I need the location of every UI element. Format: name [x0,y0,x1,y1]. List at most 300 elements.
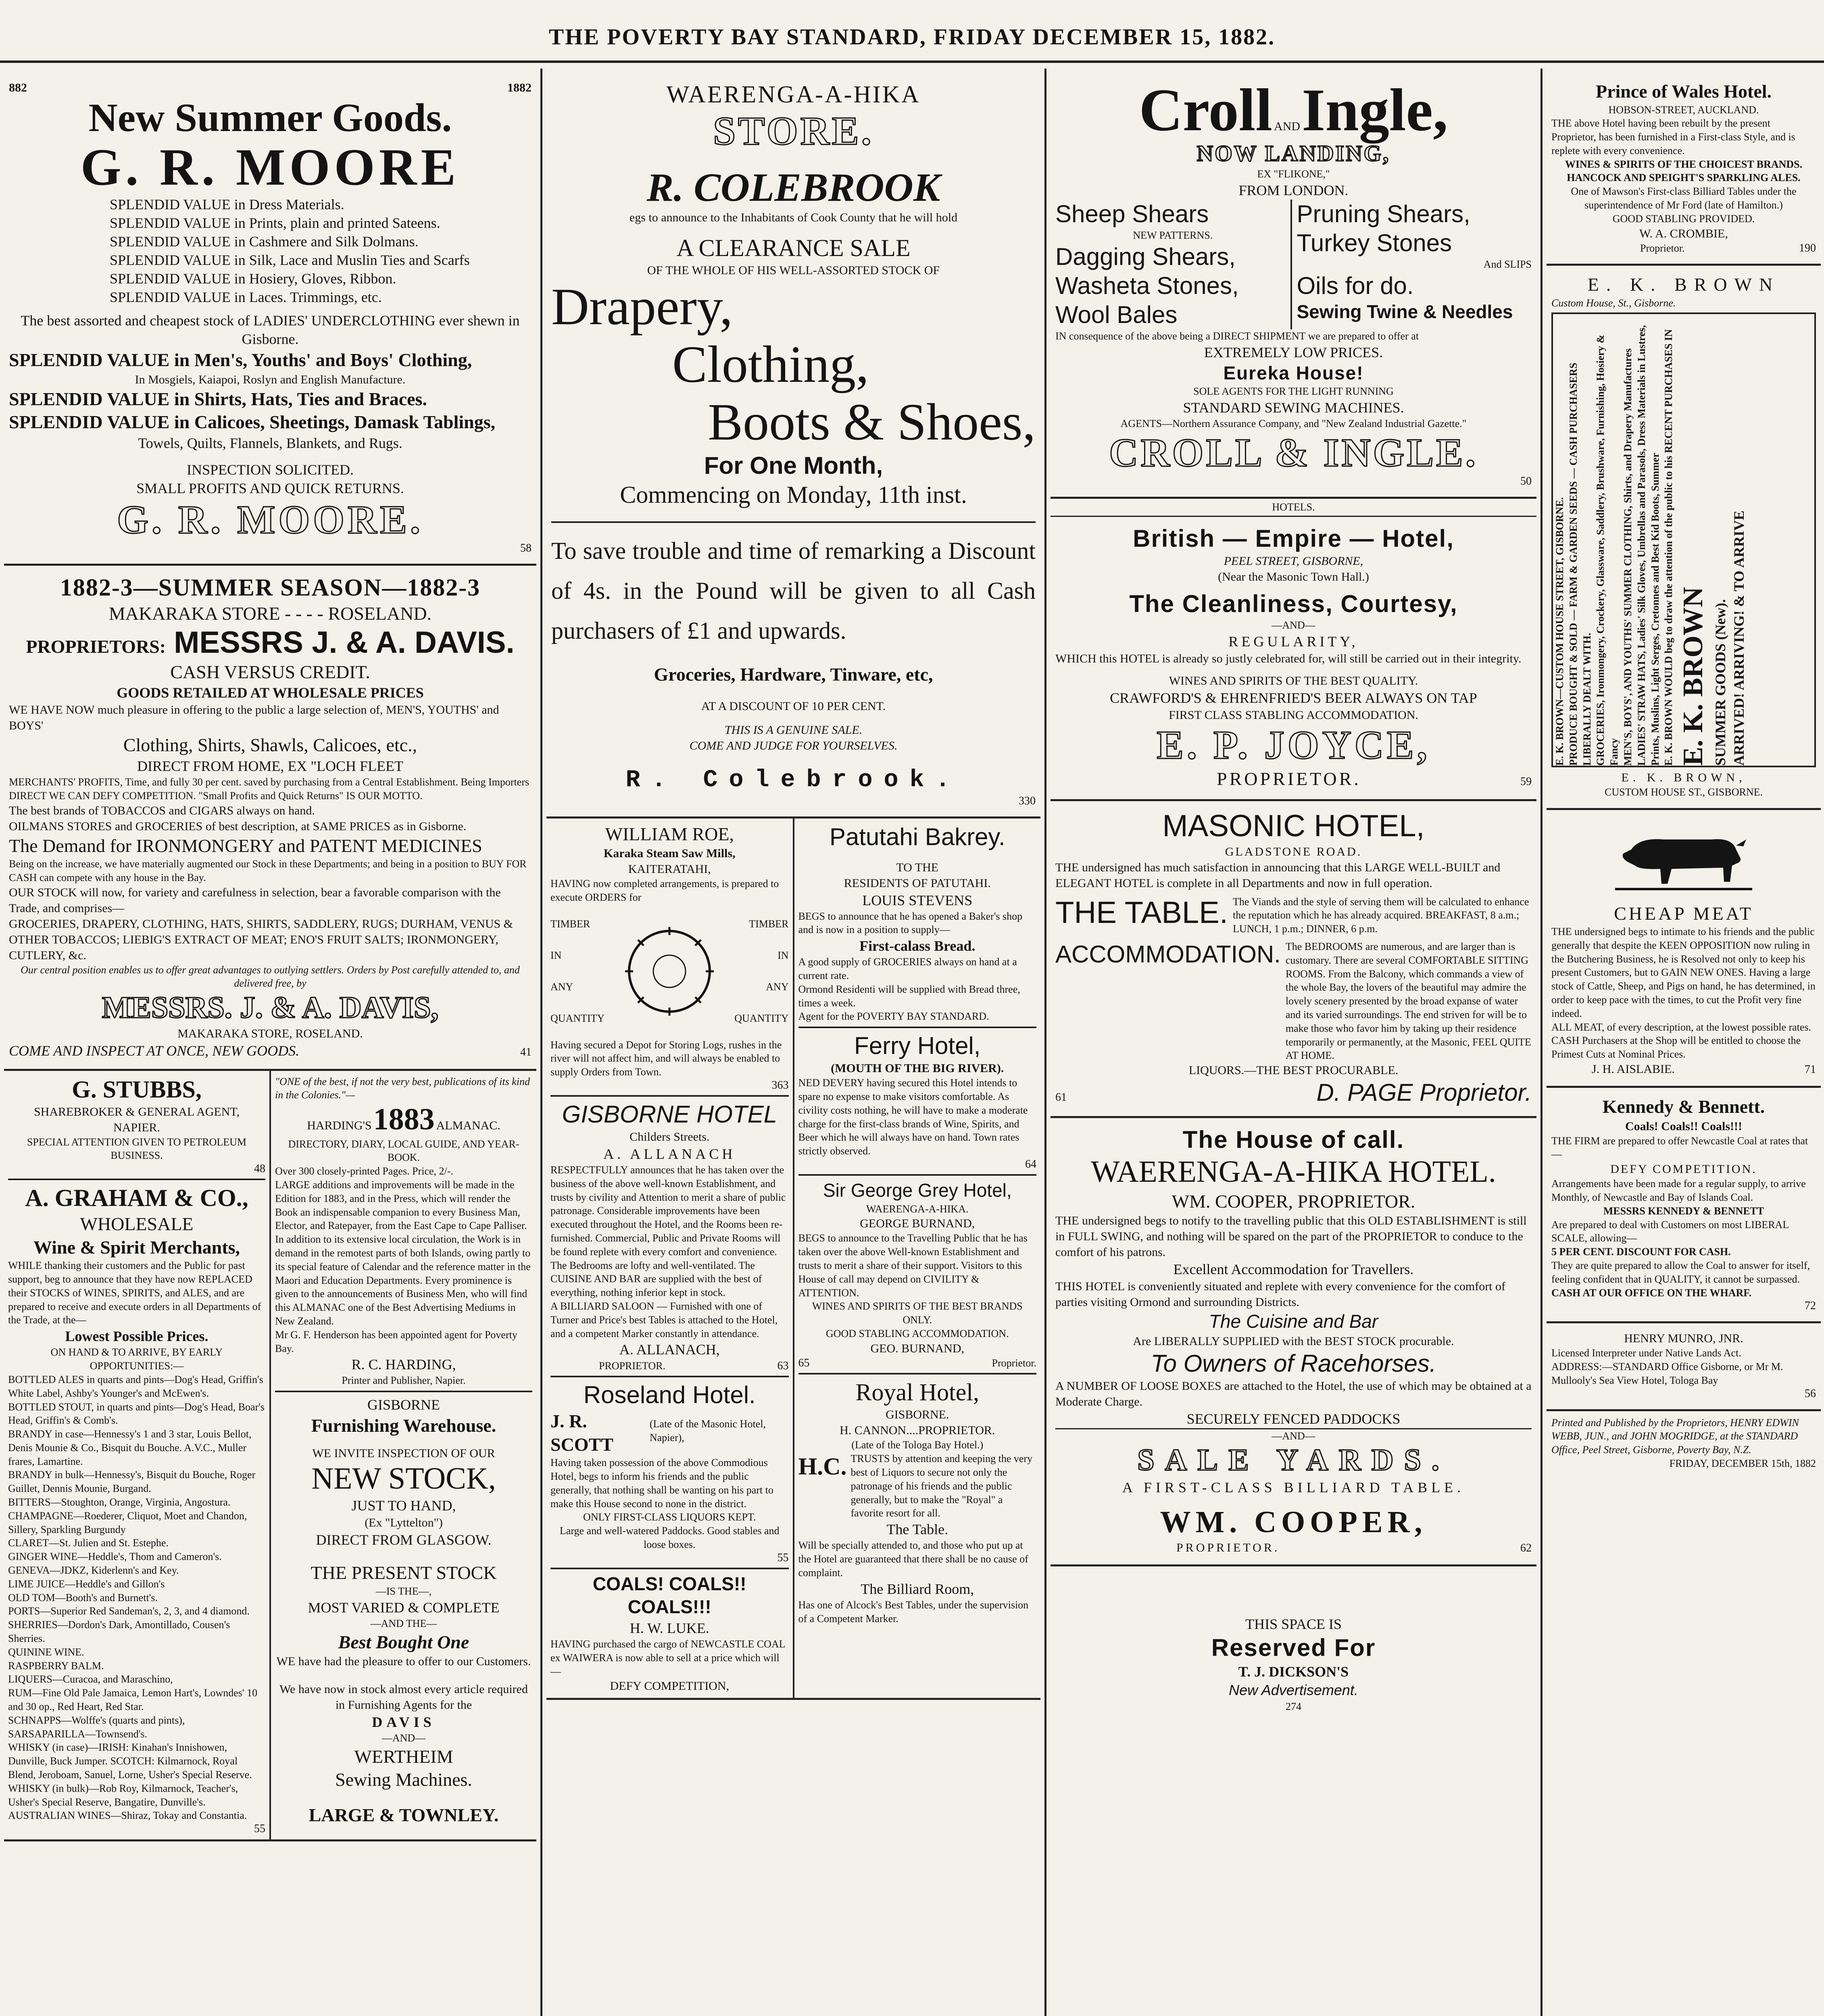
masonic-ad [1051,801,1536,1118]
harding-agent: Mr G. F. Henderson has been appointed agent for Poverty Bay. [275,1329,517,1354]
year-right: 1882 [507,81,532,94]
masonic-road: GLADSTONE ROAD. [1225,845,1362,858]
furnishing-large: LARGE & TOWNLEY. [309,1804,499,1825]
colebrook-come: COME AND JUDGE FOR YOURSELVES. [689,739,898,752]
waerenga-sig: WM. COOPER, [1160,1505,1427,1539]
brown-vert-line: PRODUCE BOUGHT & SOLD — FARM & GARDEN SEEDS — CASH PURCHASERS LIBERALLY DEALT WITH. [1567,362,1593,766]
british-near: (Near the Masonic Town Hall.) [1218,570,1369,583]
harding-body: LARGE additions and improvements will be made in the Edition for 1883, and in the Press, which will render the Book an indispensable companion to every Business Man, Elector, and Ratepayer, from the East Cape to Cape Palliser. In addition to its extensive local circulation, the Work is in demand in the remotest parts of both Islands, owing partly to its special feature of Calendar and the reference matter in the Maori and Education Departments. Every prominence is given to the announcements of Business Men, who will find this ALMANAC one of the Best Advertising Mediums in New Zealand. [275,1179,531,1327]
croll-title-a: Croll [1139,77,1272,144]
croll-eureka: Eureka House! [1223,362,1364,383]
masonic-body: THE undersigned has much satisfaction in announcing that this LARGE WELL-BUILT and ELEGANT HOTEL is complete in all Departments and now in full operation. [1055,860,1501,890]
moore-line: SPLENDID VALUE in Prints, plain and printed Sateens. [110,215,440,231]
moore-underclothing: The best assorted and cheapest stock of LADIES' UNDERCLOTHING ever shewn in Gisborne. [21,312,520,348]
davis-demand: The Demand for IRONMONGERY and PATENT MEDICINES [9,835,482,856]
ferry-body: NED DEVERY having secured this Hotel intends to spare no expense to make visitors comfortable. As civility costs nothing, he will have to make a moderate charge for the first-class brands of Wine, Spirits, and Beer which he will always have on hand. Town rates strictly observed. [798,1077,1028,1157]
prince-prop: Proprietor. [1640,242,1685,254]
croll-machines: STANDARD SEWING MACHINES. [1183,400,1404,416]
furnishing-now: We have now in stock almost every article required in Furnishing Agents for the [279,1683,528,1712]
kennedy-discount: 5 PER CENT. DISCOUNT FOR CASH. [1551,1246,1731,1258]
croll-footer: CROLL & INGLE. [1109,430,1478,475]
furnishing-just: JUST TO HAND, [351,1497,456,1514]
bakrey-body: BEGS to announce that he has opened a Baker's shop and is now in a position to supply— [798,910,1023,936]
masonic-liquors: LIQUORS.—THE BEST PROCURABLE. [1188,1064,1399,1077]
grey-wines: WINES AND SPIRITS OF THE BEST BRANDS ONLY. [812,1300,1023,1326]
roe-timber-left: TIMBER [550,918,590,930]
kennedy-body-4: They are quite prepared to allow the Coal to answer for itself, feeling confident that in QUALITY, it cannot be surpassed. [1551,1259,1810,1285]
moore-name: G. R. MOORE [80,138,460,196]
roseland-liquors: ONLY FIRST-CLASS LIQUORS KEPT. [583,1511,756,1523]
kennedy-ad [1547,1088,1821,1323]
top-rule [0,60,1824,63]
luke-coals: COALS! COALS!! COALS!!! [592,1573,746,1618]
waerenga-call: The House of call. [1182,1126,1405,1154]
graham-item: SARSAPARILLA—Townsend's. [8,1728,148,1740]
waerenga-supplied: Are LIBERALLY SUPPLIED with the BEST STOCK procurable. [1133,1334,1454,1348]
masonic-accommodation: ACCOMMODATION. [1055,940,1281,968]
royal-name: H. CANNON....PROPRIETOR. [840,1424,995,1437]
graham-item: QUININE WINE. [8,1646,84,1658]
gisborne-hotel-saloon: A BILLIARD SALOON — Furnished with one of Turner and Price's best Tables is attached to the Hotel, and a competent Marker constantly in attendance. [550,1300,778,1339]
reserved-line-1: THIS SPACE IS [1245,1616,1342,1633]
waerenga-cuisine: The Cuisine and Bar [1209,1311,1378,1332]
gisborne-hotel-sig: A. ALLANACH, [619,1341,720,1358]
croll-agents: AGENTS—Northern Assurance Company, and "New Zealand Industrial Gazette." [1120,418,1467,430]
british-body: WHICH this HOTEL is already so justly celebrated for, will still be carried out in their integrity. [1055,652,1522,665]
davis-body: The best brands of TOBACCOS and CIGARS always on hand. [9,804,315,817]
graham-arrive: ON HAND & TO ARRIVE, BY EARLY OPPORTUNITIES:— [50,1346,223,1372]
royal-billiard-body: Has one of Alcock's Best Tables, under the supervision of a Competent Marker. [798,1599,1029,1624]
harding-sub: DIRECTORY, DIARY, LOCAL GUIDE, AND YEAR-BOOK. [288,1138,519,1164]
brown-vert-line: SUMMER GOODS (New). [1712,599,1728,766]
furnishing-and: —AND— [381,1732,426,1744]
bakrey-agent: Agent for the POVERTY BAY STANDARD. [798,1010,989,1023]
meat-title: CHEAP MEAT [1614,903,1753,924]
waerenga-sale: SALE YARDS. [1137,1443,1450,1477]
roseland-name: J. R. SCOTT [550,1411,613,1455]
meat-body-2: ALL MEAT, of every description, at the lowest possible rates. [1551,1021,1811,1033]
croll-right-item: Turkey Stones [1297,229,1452,257]
col1-left-sub [4,1071,271,1840]
royal-ad [798,1373,1037,1625]
reserved-line-3: T. J. DICKSON'S [1238,1664,1349,1680]
graham-item: LIME JUICE—Heddle's and Gillon's [8,1578,165,1590]
bakrey-body-2: A good supply of GROCERIES always on hand at a current rate. [798,956,1017,982]
kennedy-cash: CASH AT OUR OFFICE ON THE WHARF. [1551,1287,1752,1299]
croll-right-item: Oils for do. [1297,272,1414,299]
column-4 [1547,73,1821,2016]
kennedy-coals: Coals! Coals!! Coals!!! [1625,1119,1742,1133]
brown-vert-name: E. K. BROWN [1678,587,1709,766]
ferry-ad [798,1027,1037,1171]
reserved-line-2: Reserved For [1211,1634,1376,1662]
ad-number: 65 [798,1356,810,1369]
ad-number: 274 [1286,1700,1301,1712]
gisborne-hotel-title: GISBORNE HOTEL [562,1100,777,1128]
harding-title-post: ALMANAC. [436,1119,500,1133]
croll-landing: NOW LANDING, [1197,141,1390,166]
waerenga-prop: PROPRIETOR. [1176,1541,1280,1555]
ad-number: 58 [520,541,532,554]
furnishing-wertheim: WERTHEIM [354,1746,453,1767]
imprint-date: FRIDAY, DECEMBER 15th, 1882 [1669,1458,1816,1470]
grey-name: GEORGE BURNAND, [860,1217,975,1231]
colebrook-drapery: Drapery, [551,278,733,336]
ad-number: 41 [520,1045,532,1058]
waerenga-boxes: A NUMBER OF LOOSE BOXES are attached to the Hotel, the use of which may be obtained at a Moderate Charge. [1055,1379,1532,1408]
colebrook-store-1: WAERENGA-A-HIKA [666,81,921,108]
moore-ad [4,73,536,566]
kennedy-body-3: Are prepared to deal with Customers on most LIBERAL SCALE, allowing— [1551,1218,1789,1244]
graham-item: CHAMPAGNE—Roederer, Cliquot, Moet and Chandon, Sillery, Sparkling Burgundy [8,1510,247,1535]
furnishing-most: MOST VARIED & COMPLETE [308,1599,500,1616]
graham-item: BOTTLED STOUT, in quarts and pints—Dog's Head, Boar's Head, Griffin's & Comb's. [8,1401,265,1427]
waerenga-paddocks: SECURELY FENCED PADDOCKS [1055,1410,1532,1429]
ad-number: 55 [777,1551,789,1564]
ad-number: 55 [254,1822,265,1835]
davis-ad [4,566,536,1071]
kennedy-body-2: Arrangements have been made for a regular supply, to arrive Monthly, of Newcastle and Bay of Islands Coal. [1551,1178,1806,1203]
harding-price: Over 300 closely-printed Pages. Price, 2/-. [275,1165,453,1177]
waerenga-name: WM. COOPER, PROPRIETOR. [1172,1191,1415,1212]
roseland-paddocks: Large and well-watered Paddocks. Good stables and loose boxes. [559,1525,780,1551]
roseland-ad [550,1376,789,1564]
harding-year: 1883 [373,1102,435,1137]
colebrook-commencing: Commencing on Monday, 11th inst. [620,481,967,508]
roe-in: IN [778,949,789,961]
croll-left-item: Sheep Shears [1055,200,1209,228]
graham-item: CLARET—St. Julien and St. Estephe. [8,1537,169,1549]
harding-pub-name: R. C. HARDING, [351,1356,456,1373]
royal-table-body: Will be specially attended to, and those who put up at the Hotel are guaranteed that there shall be no cause of complaint. [798,1539,1028,1579]
colebrook-groceries: Groceries, Hardware, Tinware, etc, [654,664,933,685]
british-stabling: FIRST CLASS STABLING ACCOMMODATION. [1169,708,1418,722]
croll-and-slips: And SLIPS [1483,258,1532,271]
brown-sub: Custom House, St., Gisborne. [1551,297,1676,309]
gisborne-hotel-street: Childers Streets. [630,1130,710,1143]
brown-head: E. K. BROWN [1587,274,1780,295]
reserved-space [1051,1566,1536,1978]
croll-consequence: IN consequence of the above being a DIRECT SHIPMENT we are prepared to offer at [1055,330,1419,342]
bakrey-name: LOUIS STEVENS [862,892,973,908]
graham-ad [8,1179,265,1835]
furnishing-title: Furnishing Warehouse. [311,1415,496,1436]
masonic-sig: D. PAGE Proprietor. [1316,1079,1532,1106]
bakrey-title: Patutahi Bakrey. [829,823,1005,850]
graham-item: GINGER WINE—Heddle's, Thom and Cameron's. [8,1551,222,1563]
waerenga-body: THE undersigned begs to notify to the travelling public that this OLD ESTABLISHMENT is still in FULL SWING, and nothing will be spared on the part of the PROPRIETOR to conduce to the comfort of his patrons. [1055,1214,1527,1259]
croll-right-item: Pruning Shears, [1297,200,1470,228]
gisborne-hotel-ad [550,1095,789,1372]
imprint [1547,1411,1821,1475]
furnishing-town: GISBORNE [367,1397,440,1413]
graham-wholesale: WHOLESALE [80,1214,194,1235]
colebrook-save: To save trouble and time of remarking a Discount of 4s. in the Pound will be given to all Cash purchasers of £1 and upwards. [551,537,1036,644]
roe-ad [550,823,789,1092]
roe-quantity: QUANTITY [550,1012,605,1024]
croll-left-item: Wool Bales [1055,301,1178,328]
ad-number: 48 [254,1162,265,1175]
davis-body: GROCERIES, DRAPERY, CLOTHING, HATS, SHIRTS, SADDLERY, RUGS; DURHAM, VENUS & OTHER TOBACCOS; LIEBIG'S EXTRACT OF MEAT; ENO'S FRUIT SALTS; IRONMONGERY, CUTLERY, &c. [9,917,513,962]
prince-body: THE above Hotel having been rebuilt by the present Proprietor, has been furnished in a First-class Style, and is replete with every convenience. [1551,117,1795,156]
roseland-late: (Late of the Masonic Hotel, Napier), [649,1418,766,1444]
davis-body: Being on the increase, we have materially augmented our Stock in these Departments; and being in a position to BUY FOR CASH can compete with any house in the Bay. [9,858,527,883]
brown-vert-line: LADIES' STRAW HATS, Ladies' Silk Gloves, Umbrellas and Parasols, Dress Materials in Lustres, Prints, Muslins, Light Serges, Cretonnes and Best Kid Boots, Summer [1635,325,1661,766]
meat-sig: J. H. AISLABIE. [1592,1062,1675,1076]
graham-item: BITTERS—Stoughton, Orange, Virginia, Angostura. [8,1496,231,1508]
ad-number: 71 [1805,1063,1816,1076]
davis-body: Our central position enables us to offer great advantages to outlying settlers. Orders by Post carefully attended to, and delivered free, by [21,964,520,989]
waerenga-and: —AND— [1272,1430,1315,1442]
prince-street: HOBSON-STREET, AUCKLAND. [1608,104,1759,116]
furnishing-ex: (Ex "Lyttelton") [365,1516,443,1530]
croll-sole: SOLE AGENTS FOR THE LIGHT RUNNING [1193,385,1394,398]
royal-title: Royal Hotel, [855,1379,980,1406]
moore-mosgiels: In Mosgiels, Kaiapoi, Roslyn and English Manufacture. [135,373,406,386]
meat-body-3: CASH Purchasers at the Shop will be entitled to choose the Primest Cuts at Nominal Prices. [1551,1035,1801,1060]
davis-goods: GOODS RETAILED AT WHOLESALE PRICES [117,685,424,701]
col2-right-sub [794,818,1041,1698]
colebrook-discount: AT A DISCOUNT OF 10 PER CENT. [701,699,886,713]
moore-footer: G. R. MOORE. [117,497,423,542]
davis-season: 1882-3—SUMMER SEASON—1882-3 [60,574,481,601]
davis-direct: DIRECT FROM HOME, EX "LOCH FLEET [137,758,404,774]
royal-town: GISBORNE. [885,1408,949,1422]
davis-clothing: Clothing, Shirts, Shawls, Calicoes, etc., [123,735,417,756]
munro-name: HENRY MUNRO, JNR. [1624,1332,1743,1345]
column-3 [1051,73,1536,2016]
bull-icon [1615,821,1752,898]
gisborne-hotel-name: A. ALLANACH [603,1145,736,1162]
croll-from: FROM LONDON. [1238,182,1349,198]
davis-body: WE HAVE NOW much pleasure in offering to the public a large selection of, MEN'S, YOUTHS' and BOYS' [9,703,499,733]
prince-stabling: GOOD STABLING PROVIDED. [1612,212,1755,225]
croll-left-item: Dagging Shears, [1055,243,1236,270]
ad-number: 363 [771,1079,789,1091]
meat-body: THE undersigned begs to intimate to his friends and the public generally that despite the KEEN OPPOSITION now ruling in the Butchering Business, he is Resolved not only to keep his present Customers, but to GAIN NEW ONES. Having a large stock of Cattle, Sheep, and Pigs on hand, he has determined, in order to keep pace with the times, to cut the Profit very fine indeed. [1551,926,1816,1019]
british-wines: WINES AND SPIRITS OF THE BEST QUALITY. [1169,674,1418,687]
prince-wines: WINES & SPIRITS OF THE CHOICEST BRANDS. [1565,158,1803,170]
graham-body: WHILE thanking their customers and the Public for past support, beg to announce that they have now REPLACED their STOCKS of WINES, SPIRITS, and ALES, and are prepared to receive and execute orders in all Departments of the Trade, at the— [8,1260,261,1326]
roe-name: WILLIAM ROE, [605,823,734,844]
kennedy-defy: DEFY COMPETITION. [1610,1162,1757,1176]
graham-merchants: Wine & Spirit Merchants, [33,1237,240,1258]
colebrook-genuine: THIS IS A GENUINE SALE. [724,723,863,737]
graham-lowest: Lowest Possible Prices. [65,1328,208,1345]
croll-new-patterns: NEW PATTERNS. [1133,229,1213,242]
moore-big-line: SPLENDID VALUE in Calicoes, Sheetings, Damask Tablings, [9,412,496,433]
croll-ex: EX "FLIKONE," [1257,168,1330,180]
furnishing-present: THE PRESENT STOCK [311,1562,497,1583]
bakrey-to: TO THE [896,860,939,874]
davis-footer: MESSRS. J. & A. DAVIS, [102,991,439,1025]
davis-come: COME AND INSPECT AT ONCE, NEW GOODS. [9,1042,300,1059]
moore-big-line: SPLENDID VALUE in Men's, Youths' and Boys' Clothing, [9,350,472,371]
furnishing-is: —IS THE—, [375,1585,432,1597]
graham-item: SCHNAPPS—Wolffe's (quarts and pints), [8,1714,185,1726]
roe-any: ANY [550,981,573,993]
harding-ad [275,1075,532,1388]
graham-item: SHERRIES—Dordon's Dark, Amontillado, Cousen's Sherries. [8,1619,230,1645]
col2-left-sub [546,818,794,1698]
furnishing-direct: DIRECT FROM GLASGOW. [316,1532,492,1548]
ad-number: 56 [1805,1387,1816,1400]
column-rule [540,69,542,2016]
furnishing-ad [275,1391,532,1826]
column-rule [1044,69,1046,2016]
colebrook-clothing: Clothing, [672,335,869,394]
prince-sig: W. A. CROMBIE, [1639,227,1728,240]
ad-number: 64 [1025,1158,1036,1171]
moore-profits: SMALL PROFITS AND QUICK RETURNS. [136,480,404,496]
grey-stabling: GOOD STABLING ACCOMMODATION. [825,1327,1009,1339]
imprint-text: Printed and Published by the Proprietors, HENRY EDWIN WEBB, JUN., and JOHN MOGRIDGE, at the STANDARD Office, Peel Street, Gisborne, Poverty Bay, N.Z. [1551,1416,1799,1456]
colebrook-boots: Boots & Shoes, [708,393,1036,451]
graham-item: WHISKY (in case)—IRISH: Kinahan's Innishowen, Dunville, Buck Jumper. SCOTCH: Kilmarnock, Royal Blend, Jeroboam, Sanuel, Lorne, Usher's Special Reserve. [8,1741,252,1781]
croll-ad [1051,73,1536,499]
croll-right-item: Sewing Twine & Needles [1297,301,1513,322]
ferry-title: Ferry Hotel, [854,1032,981,1060]
grey-body: BEGS to announce to the Travelling Public that he has taken over the above Well-known Establishment and trusts to merit a share of their support. Visitors to this House of call may depend on CIVILITY & ATTENTION. [798,1232,1028,1299]
bakrey-res: RESIDENTS OF PATUTAHI. [844,876,991,890]
roe-body-2: Having secured a Depot for Storing Logs, rushes in the river will not affect him, and will always be enabled to supply Orders from Town. [550,1039,782,1078]
moore-line: SPLENDID VALUE in Silk, Lace and Muslin Ties and Scarfs [110,252,470,268]
furnishing-new: NEW STOCK, [311,1461,496,1495]
furnishing-davis: DAVIS [372,1714,436,1731]
moore-line: SPLENDID VALUE in Cashmere and Silk Dolmans. [110,233,419,250]
harding-pub-line: Printer and Publisher, Napier. [342,1375,466,1387]
roe-body: HAVING now completed arrangements, is prepared to execute ORDERS for [550,878,779,903]
furnishing-and-the: —AND THE— [370,1617,437,1629]
waerenga-body-2: THIS HOTEL is conveniently situated and replete with every convenience for the comfort of parties visiting Ormond and surrounding Districts. [1055,1280,1506,1309]
graham-item: GENEVA—JDKZ, Kiderlenn's and Key. [8,1564,179,1577]
colebrook-ad [546,73,1040,818]
roseland-body: Having taken possession of the above Commodious Hotel, begs to inform his friends and the public generally, that nothing shall be wanting on his part to make this House second to none in the district. [550,1457,773,1510]
roe-in: IN [550,949,562,961]
gisborne-hotel-prop: PROPRIETOR. [599,1360,665,1372]
munro-body: Licensed Interpreter under Native Lands Act. [1551,1347,1741,1359]
luke-defy: DEFY COMPETITION, [610,1679,730,1693]
graham-item: BOTTLED ALES in quarts and pints—Dog's Head, Griffin's White Label, Ashby's Younger's and McEwen's. [8,1373,263,1399]
colebrook-whole: OF THE WHOLE OF HIS WELL-ASSORTED STOCK OF [647,264,940,277]
british-street: PEEL STREET, GISBORNE, [1224,554,1363,568]
luke-name: H. W. LUKE. [630,1620,709,1636]
british-and: —AND— [1272,619,1315,631]
graham-item: AUSTRALIAN WINES—Shiraz, Tokay and Constantia. [8,1810,247,1822]
prince-ales: HANCOCK AND SPEIGHT'S SPARKLING ALES. [1567,172,1801,184]
column-1 [4,73,536,2016]
munro-address: ADDRESS:—STANDARD Office Gisborne, or Mr M. Mullooly's Sea View Hotel, Tologa Bay [1551,1361,1783,1386]
ad-number: 50 [1520,475,1532,487]
royal-body: TRUSTS by attention and keeping the very best of Liquors to secure not only the patronage of his friends and the public generally, but to make the "Royal" a favorite resort for all. [851,1453,1033,1519]
furnishing-pleasure: WE have had the pleasure to offer to our Customers. [276,1655,531,1668]
furnishing-sewing: Sewing Machines. [335,1769,472,1790]
kennedy-body: THE FIRM are prepared to offer Newcastle Coal at rates that— [1551,1135,1808,1160]
stubbs-name: G. STUBBS, [72,1076,202,1103]
brown-vert-line: GROCERIES, Ironmongery, Crockery, Glassware, Saddlery, Brushware, Furnishing, Hosiery & Fancy [1595,334,1620,766]
brown-vert-line: E. K. BROWN—CUSTOM HOUSE STREET, GISBORNE. [1554,497,1566,766]
british-prop: PROPRIETOR. [1217,768,1361,789]
royal-table: The Table. [886,1521,948,1538]
moore-inspection: INSPECTION SOLICITED. [187,461,354,478]
roe-quantity: QUANTITY [734,1012,789,1024]
moore-line: SPLENDID VALUE in Dress Materials. [110,196,344,212]
brown-vert-line: E. K. BROWN WOULD beg to draw the attention of the public to his RECENT PURCHASES IN [1663,329,1675,766]
moore-title: New Summer Goods. [88,95,452,140]
brown-vert-line: MEN'S, BOYS', AND YOUTHS' SUMMER CLOTHING, Shirts, and Drapery Manufactures [1622,348,1634,766]
british-beer: CRAWFORD'S & EHRENFRIED'S BEER ALWAYS ON TAP [1110,689,1477,706]
colebrook-store-2: STORE. [713,108,874,153]
brown-foot-street: CUSTOM HOUSE ST., GISBORNE. [1605,786,1763,798]
stubbs-ad [8,1075,265,1176]
grey-sig: GEO. BURNAND, [870,1341,964,1355]
brown-ad [1547,266,1821,810]
davis-store: MAKARAKA STORE - - - - ROSELAND. [108,603,432,624]
davis-proprietors: MESSRS J. & A. DAVIS. [174,625,515,660]
ad-number: 59 [1520,775,1532,788]
column-2 [546,73,1040,2016]
reserved-line-4: New Advertisement. [1229,1682,1358,1699]
roe-any: ANY [766,981,789,993]
meat-ad [1547,810,1821,1088]
davis-footer-2: MAKARAKA STORE, ROSELAND. [177,1027,363,1040]
prince-tables: One of Mawson's First-class Billiard Tables under the superintendence of Mr Ford (late of Hamilton.) [1571,185,1797,211]
croll-title-b: Ingle, [1301,77,1448,144]
moore-line: SPLENDID VALUE in Hosiery, Gloves, Ribbon. [110,270,396,287]
masonic-table-body: The Viands and the style of serving them will be calculated to enhance the reputation which he has already acquired. BREAKFAST, 8 a.m.; LUNCH, 1 p.m.; DINNER, 6 p.m. [1232,896,1529,935]
colebrook-sig: R. Colebrook. [625,766,961,794]
grey-place: WAERENGA-A-HIKA. [866,1203,969,1215]
croll-left-item: Washeta Stones, [1055,272,1239,299]
brown-vert-line: ARRIVED! ARRIVING! & TO ARRIVE [1730,510,1747,766]
masonic-acc-body: The BEDROOMS are numerous, and are larger than is customary. There are several COMFORTABLE SITTING ROOMS. From the Balcony, which commands a view of the whole Bay, the lovers of the beautiful may admire the lovely scenery presented by the broad expanse of water and its varied surroundings. The end striven for will be to make those who favor him by taking up their residence temporarily or permanently, at the Masonic, FEEL QUITE AT HOME. [1285,940,1531,1062]
graham-item: PORTS—Superior Red Sandeman's, 2, 3, and 4 diamond. [8,1605,250,1617]
british-ad [1051,517,1536,801]
harding-quote: "ONE of the best, if not the very best, publications of its kind in the Colonies."— [275,1075,530,1101]
roe-mills: Karaka Steam Saw Mills, [603,847,736,860]
column-rule [1540,69,1543,2016]
ad-number: 63 [777,1359,789,1372]
furnishing-invite: WE INVITE INSPECTION OF OUR [312,1446,495,1460]
british-name: E. P. JOYCE, [1157,722,1430,767]
masthead: THE POVERTY BAY STANDARD, FRIDAY DECEMBER 15, 1882. [548,25,1276,50]
royal-billiard: The Billiard Room, [861,1581,974,1597]
graham-item: BRANDY in case—Hennessy's 1 and 3 star, Louis Bellot, Denis Mounie & Co., Bisquit du Bouche. A.V.C., Muller frares, Lamartine. [8,1428,252,1467]
davis-body: MERCHANTS' PROFITS, Time, and fully 30 per cent. saved by purchasing from a Central Establishment. Being Importers DIRECT WE CAN DEFY COMPETITION. "Small Profits and Quick Returns" IS OUR MOTTO. [9,776,529,802]
kennedy-names: MESSRS KENNEDY & BENNETT [1603,1205,1764,1217]
british-clean: The Cleanliness, Courtesy, [1129,590,1458,617]
roseland-title: Roseland Hotel. [583,1381,756,1409]
royal-initials: H.C. [798,1453,847,1480]
davis-proprietors-label: PROPRIETORS: [26,636,166,657]
masonic-title: MASONIC HOTEL, [1162,809,1425,843]
graham-item: RASPBERRY BALM. [8,1660,104,1672]
ad-number: 62 [1520,1542,1532,1555]
royal-late: (Late of the Tologa Bay Hotel.) [851,1439,984,1451]
davis-cash: CASH VERSUS CREDIT. [170,661,370,682]
british-title: British — Empire — Hotel, [1133,525,1454,552]
ad-number: 61 [1055,1091,1067,1104]
graham-item: RUM—Fine Old Pale Jamaica, Lemon Hart's, Lowndes' 10 and 30 op., Red Heart, Red Star. [8,1687,258,1713]
waerenga-billiard: A FIRST-CLASS BILLIARD TABLE. [1122,1479,1465,1495]
graham-item: WHISKY (in bulk)—Rob Roy, Kilmarnock, Teacher's, Usher's Special Reserve, Bangatire, Dunville's. [8,1782,238,1808]
colebrook-intro: egs to announce to the Inhabitants of Cook County that he will hold [629,211,958,224]
saw-blade-icon [621,923,718,1020]
bakrey-ad [798,823,1037,1024]
masonic-table: THE TABLE. [1055,895,1228,930]
ad-number: 190 [1799,242,1816,254]
croll-low: EXTREMELY LOW PRICES. [1204,344,1383,360]
